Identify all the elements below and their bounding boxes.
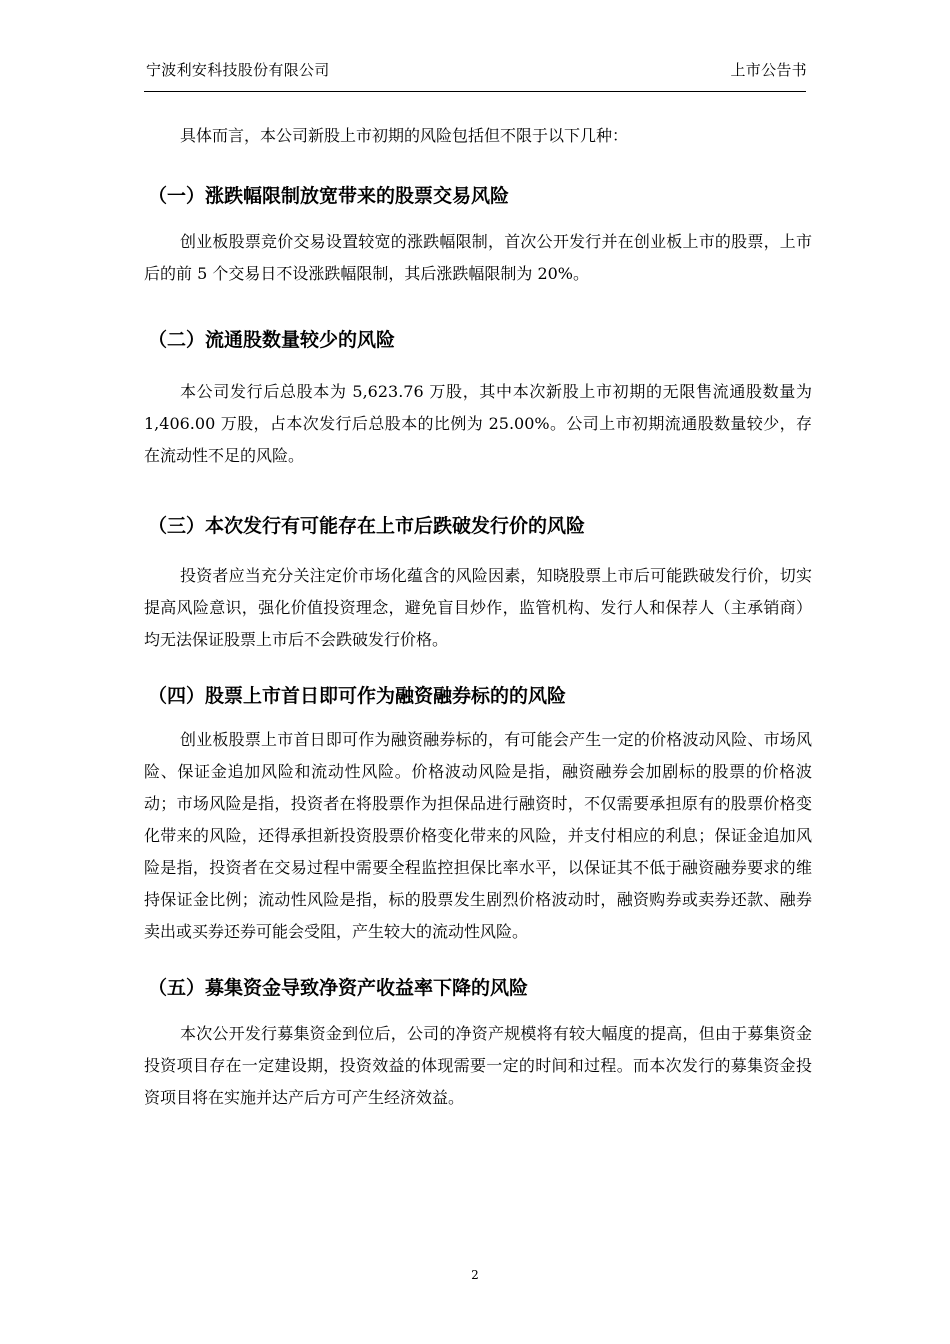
header-document-type: 上市公告书: [730, 61, 807, 79]
header-divider: [144, 91, 806, 92]
document-body: [144, 120, 812, 1114]
section-5-body: 本次公开发行募集资金到位后，公司的净资产规模将有较大幅度的提高，但由于募集资金投资项目存在一定建设期，投资效益的体现需要一定的时间和过程。而本次发行的募集资金投资项目将在实施并达产后方可产生经济效益。: [144, 1024, 812, 1107]
section-1-heading: （一）涨跌幅限制放宽带来的股票交易风险: [148, 185, 510, 207]
section-3-heading: （三）本次发行有可能存在上市后跌破发行价的风险: [148, 515, 586, 537]
header-company-name: 宁波利安科技股份有限公司: [146, 61, 330, 79]
page-number: 2: [471, 1268, 479, 1282]
section-2-heading: （二）流通股数量较少的风险: [148, 329, 396, 351]
section-2-body: 本公司发行后总股本为 5,623.76 万股，其中本次新股上市初期的无限售流通股数量为 1,406.00 万股，占本次发行后总股本的比例为 25.00%。公司上市初期流通股数量较少，存在流动性不足的风险。: [144, 382, 812, 465]
section-5-heading: （五）募集资金导致净资产收益率下降的风险: [148, 977, 529, 999]
section-1-body: 创业板股票竞价交易设置较宽的涨跌幅限制，首次公开发行并在创业板上市的股票，上市后的前 5 个交易日不设涨跌幅限制，其后涨跌幅限制为 20%。: [144, 232, 812, 283]
section-4-body: 创业板股票上市首日即可作为融资融券标的，有可能会产生一定的价格波动风险、市场风险、保证金追加风险和流动性风险。价格波动风险是指，融资融券会加剧标的股票的价格波动；市场风险是指，投资者在将股票作为担保品进行融资时，不仅需要承担原有的股票价格变化带来的风险，还得承担新投资股票价格变化带来的风险，并支付相应的利息；保证金追加风险是指，投资者在交易过程中需要全程监控担保比率水平，以保证其不低于融资融券要求的维持保证金比例；流动性风险是指，标的股票发生剧烈价格波动时，融资购券或卖券还款、融券卖出或买券还券可能会受阻，产生较大的流动性风险。: [144, 730, 812, 941]
section-4-heading: （四）股票上市首日即可作为融资融券标的的风险: [148, 685, 567, 707]
intro-paragraph: 具体而言，本公司新股上市初期的风险包括但不限于以下几种：: [180, 126, 629, 145]
section-3-body: 投资者应当充分关注定价市场化蕴含的风险因素，知晓股票上市后可能跌破发行价，切实提高风险意识，强化价值投资理念，避免盲目炒作，监管机构、发行人和保荐人（主承销商）均无法保证股票上市后不会跌破发行价格。: [144, 566, 812, 649]
